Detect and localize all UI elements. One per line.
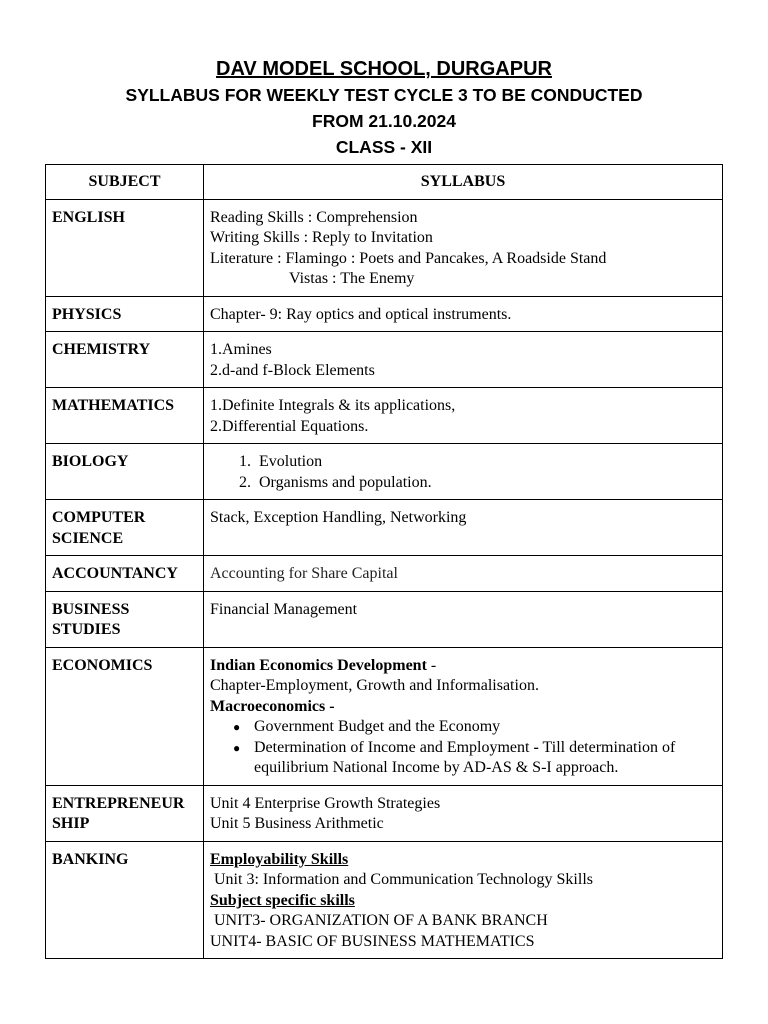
- syllabus-line: Vistas : The Enemy: [289, 270, 415, 287]
- section-heading: Indian Economics Development: [210, 656, 427, 674]
- test-date: FROM 21.10.2024: [312, 111, 456, 131]
- subject-line: ENTREPRENEUR: [52, 794, 185, 812]
- subject-column-header: SUBJECT: [46, 165, 204, 200]
- table-row-mathematics: [46, 388, 723, 444]
- numbered-list: [210, 452, 716, 493]
- syllabus-line: UNIT3- ORGANIZATION OF A BANK BRANCH: [214, 912, 548, 929]
- syllabus-line: Chapter- 9: Ray optics and optical instruments.: [210, 305, 512, 323]
- dash: -: [533, 738, 539, 756]
- table-header-row: [46, 165, 723, 200]
- syllabus-line: [210, 656, 716, 677]
- table-row-entrepreneurship: [46, 785, 723, 841]
- syllabus-line: Literature : Flamingo : Poets and Pancakes, A Roadside Stand: [210, 249, 607, 267]
- dash: -: [430, 656, 437, 674]
- syllabus-line: 2.Differential Equations.: [210, 417, 369, 435]
- table-row-computer-science: [46, 500, 723, 556]
- subject-cell: PHYSICS: [46, 296, 204, 332]
- syllabus-title: SYLLABUS FOR WEEKLY TEST CYCLE 3 TO BE CONDUCTED: [125, 85, 643, 105]
- table-row-biology: [46, 444, 723, 500]
- subject-cell: [46, 500, 204, 556]
- table-row-accountancy: [46, 556, 723, 592]
- syllabus-line: Reading Skills : Comprehension: [210, 208, 418, 226]
- syllabus-line: 2.d-and f-Block Elements: [210, 361, 375, 379]
- syllabus-cell: [204, 500, 723, 556]
- document-header: [0, 56, 768, 160]
- syllabus-cell: [204, 841, 723, 959]
- subject-line: BUSINESS: [52, 600, 130, 618]
- subject-line: SHIP: [52, 815, 90, 832]
- bullet-text: Till determination of equilibrium National Income by AD-AS & S-I approach.: [254, 738, 676, 776]
- syllabus-line: Accounting for Share Capital: [210, 565, 398, 582]
- subject-line: COMPUTER: [52, 509, 146, 526]
- bullet-text: Determination of Income and Employment: [254, 738, 530, 756]
- syllabus-line: Writing Skills : Reply to Invitation: [210, 229, 433, 246]
- syllabus-cell: [204, 388, 723, 444]
- subject-cell: ENGLISH: [46, 199, 204, 296]
- section-heading: Subject specific skills: [210, 891, 355, 909]
- class-label: CLASS - XII: [335, 137, 433, 157]
- syllabus-line: 1.Amines: [210, 341, 272, 358]
- section-heading: Employability Skills: [210, 850, 349, 868]
- subject-cell: ECONOMICS: [46, 647, 204, 785]
- table-row-physics: [46, 296, 723, 332]
- syllabus-line: Financial Management: [210, 600, 358, 618]
- syllabus-cell: [204, 556, 723, 592]
- school-name: DAV MODEL SCHOOL, DURGAPUR: [216, 58, 552, 80]
- list-item: [254, 738, 716, 779]
- subject-cell: MATHEMATICS: [46, 388, 204, 444]
- syllabus-cell: [204, 332, 723, 388]
- syllabus-line: Unit 5 Business Arithmetic: [210, 815, 384, 832]
- syllabus-cell: [204, 647, 723, 785]
- syllabus-column-header: SYLLABUS: [204, 165, 723, 200]
- subject-line: SCIENCE: [52, 529, 124, 547]
- bullet-list: [210, 717, 716, 779]
- table-row-chemistry: [46, 332, 723, 388]
- subject-cell: [46, 591, 204, 647]
- syllabus-cell: [204, 199, 723, 296]
- subject-cell: BIOLOGY: [46, 444, 204, 500]
- table-row-business-studies: [46, 591, 723, 647]
- subject-cell: [46, 785, 204, 841]
- syllabus-line: UNIT4- BASIC OF BUSINESS MATHEMATICS: [210, 932, 535, 950]
- list-item: 2. Organisms and population.: [255, 473, 716, 494]
- syllabus-line: Unit 4 Enterprise Growth Strategies: [210, 794, 441, 812]
- table-row-banking: [46, 841, 723, 959]
- syllabus-line: 1.Definite Integrals & its applications,: [210, 397, 456, 414]
- syllabus-line: Unit 3: Information and Communication Technology Skills: [214, 871, 593, 888]
- subject-cell: CHEMISTRY: [46, 332, 204, 388]
- syllabus-line: Stack, Exception Handling, Networking: [210, 509, 467, 526]
- syllabus-line: Chapter-Employment, Growth and Informalisation.: [210, 677, 539, 694]
- syllabus-table: [45, 164, 723, 959]
- table-row-economics: [46, 647, 723, 785]
- syllabus-cell: [204, 444, 723, 500]
- list-item: 1. Evolution: [255, 452, 716, 473]
- syllabus-cell: [204, 785, 723, 841]
- subject-line: STUDIES: [52, 621, 121, 638]
- table-row-english: [46, 199, 723, 296]
- syllabus-cell: [204, 296, 723, 332]
- section-heading: Macroeconomics -: [210, 697, 335, 715]
- syllabus-cell: [204, 591, 723, 647]
- list-item: ● Government Budget and the Economy: [254, 717, 716, 738]
- subject-cell: ACCOUNTANCY: [46, 556, 204, 592]
- subject-cell: BANKING: [46, 841, 204, 959]
